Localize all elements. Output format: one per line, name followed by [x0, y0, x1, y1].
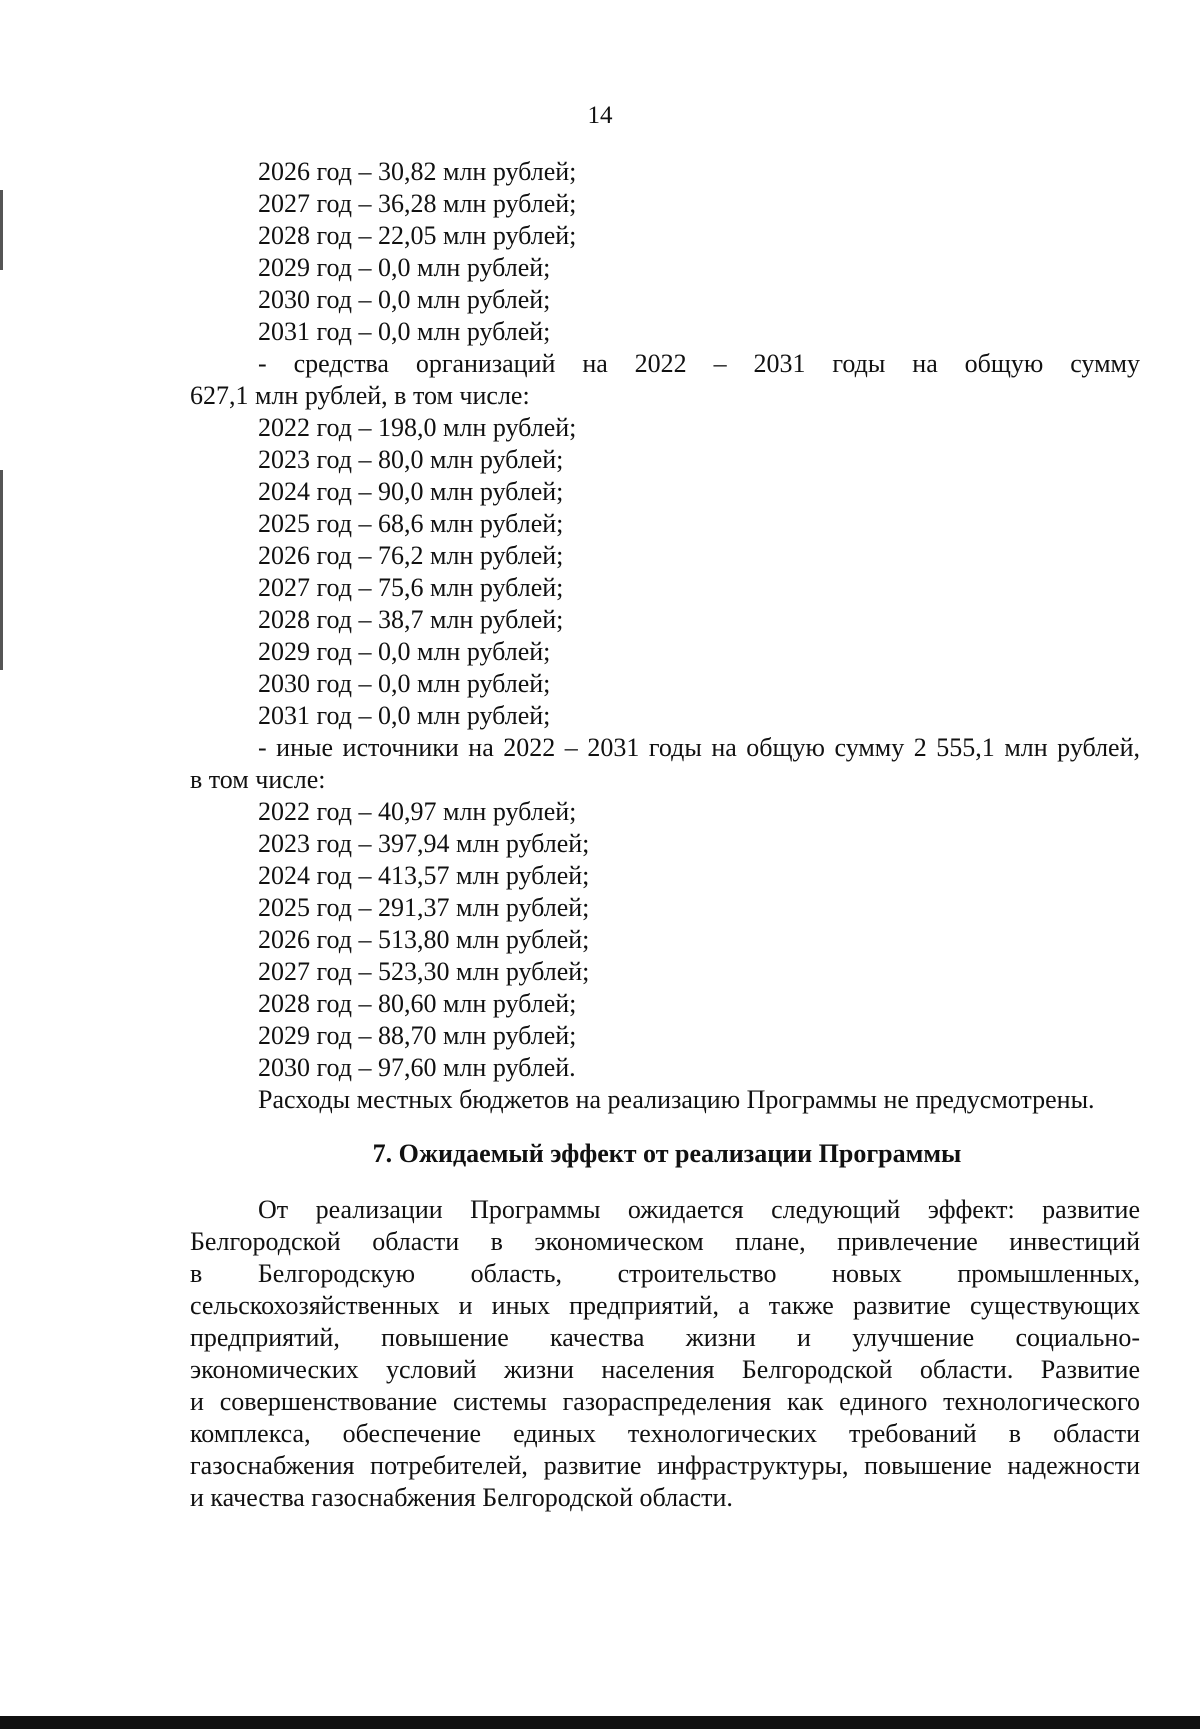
list-item: 2030 год – 97,60 млн рублей. — [258, 1053, 576, 1082]
list-item: 2022 год – 198,0 млн рублей; — [258, 413, 577, 442]
page-number: 14 — [587, 102, 613, 129]
scan-edge-mark — [0, 470, 3, 670]
list-item: 2022 год – 40,97 млн рублей; — [258, 797, 577, 826]
local-budget-note: Расходы местных бюджетов на реализацию Программы не предусмотрены. — [258, 1085, 1095, 1114]
scan-edge-mark — [0, 190, 3, 270]
list-item: 2025 год – 68,6 млн рублей; — [258, 509, 564, 538]
list-item: 2029 год – 88,70 млн рублей; — [258, 1021, 577, 1050]
paragraph-line: газоснабжения потребителей, развитие инфраструктуры, повышение надежности — [190, 1451, 1140, 1480]
budget-list-3 — [190, 796, 1140, 1084]
paragraph-line: Белгородской области в экономическом плане, привлечение инвестиций — [190, 1227, 1140, 1256]
paragraph-line: экономических условий жизни населения Белгородской области. Развитие — [190, 1355, 1140, 1384]
list-item: 2024 год – 413,57 млн рублей; — [258, 861, 590, 890]
list-item: 2029 год – 0,0 млн рублей; — [258, 253, 551, 282]
list-item: 2028 год – 22,05 млн рублей; — [258, 221, 577, 250]
org-funds-intro — [190, 348, 1140, 412]
list-item: 2023 год – 397,94 млн рублей; — [258, 829, 590, 858]
list-item: 2030 год – 0,0 млн рублей; — [258, 285, 551, 314]
list-item: 2023 год – 80,0 млн рублей; — [258, 445, 564, 474]
effect-paragraph — [190, 1194, 1140, 1514]
paragraph-line: От реализации Программы ожидается следующий эффект: развитие — [258, 1195, 1140, 1224]
list-item: 2027 год – 523,30 млн рублей; — [258, 957, 590, 986]
list-item: 2024 год – 90,0 млн рублей; — [258, 477, 564, 506]
paragraph-line: - иные источники на 2022 – 2031 годы на общую сумму 2 555,1 млн рублей, — [258, 733, 1140, 762]
paragraph-line: - средства организаций на 2022 – 2031 годы на общую сумму — [258, 349, 1140, 378]
paragraph-line: комплекса, обеспечение единых технологических требований в области — [190, 1419, 1140, 1448]
budget-list-1 — [190, 156, 1140, 348]
list-item: 2031 год – 0,0 млн рублей; — [258, 317, 551, 346]
list-item: 2028 год – 38,7 млн рублей; — [258, 605, 564, 634]
list-item: 2030 год – 0,0 млн рублей; — [258, 669, 551, 698]
list-item: 2027 год – 75,6 млн рублей; — [258, 573, 564, 602]
list-item: 2026 год – 30,82 млн рублей; — [258, 157, 577, 186]
other-sources-intro — [190, 732, 1140, 796]
list-item: 2029 год – 0,0 млн рублей; — [258, 637, 551, 666]
section-heading: 7. Ожидаемый эффект от реализации Программы — [372, 1139, 962, 1168]
list-item: 2026 год – 513,80 млн рублей; — [258, 925, 590, 954]
list-item: 2027 год – 36,28 млн рублей; — [258, 189, 577, 218]
document-body — [190, 156, 1140, 1514]
paragraph-line: 627,1 млн рублей, в том числе: — [190, 381, 530, 410]
paragraph-line: предприятий, повышение качества жизни и улучшение социально- — [190, 1323, 1140, 1352]
paragraph-line: в том числе: — [190, 765, 326, 794]
list-item: 2025 год – 291,37 млн рублей; — [258, 893, 590, 922]
paragraph-line: и совершенствование системы газораспределения как единого технологического — [190, 1387, 1140, 1416]
list-item: 2028 год – 80,60 млн рублей; — [258, 989, 577, 1018]
paragraph-line: и качества газоснабжения Белгородской области. — [190, 1483, 733, 1512]
paragraph-line: в Белгородскую область, строительство новых промышленных, — [190, 1259, 1140, 1288]
list-item: 2031 год – 0,0 млн рублей; — [258, 701, 551, 730]
paragraph-line: сельскохозяйственных и иных предприятий, а также развитие существующих — [190, 1291, 1140, 1320]
budget-list-2 — [190, 412, 1140, 732]
list-item: 2026 год – 76,2 млн рублей; — [258, 541, 564, 570]
scan-bottom-edge — [0, 1716, 1200, 1729]
